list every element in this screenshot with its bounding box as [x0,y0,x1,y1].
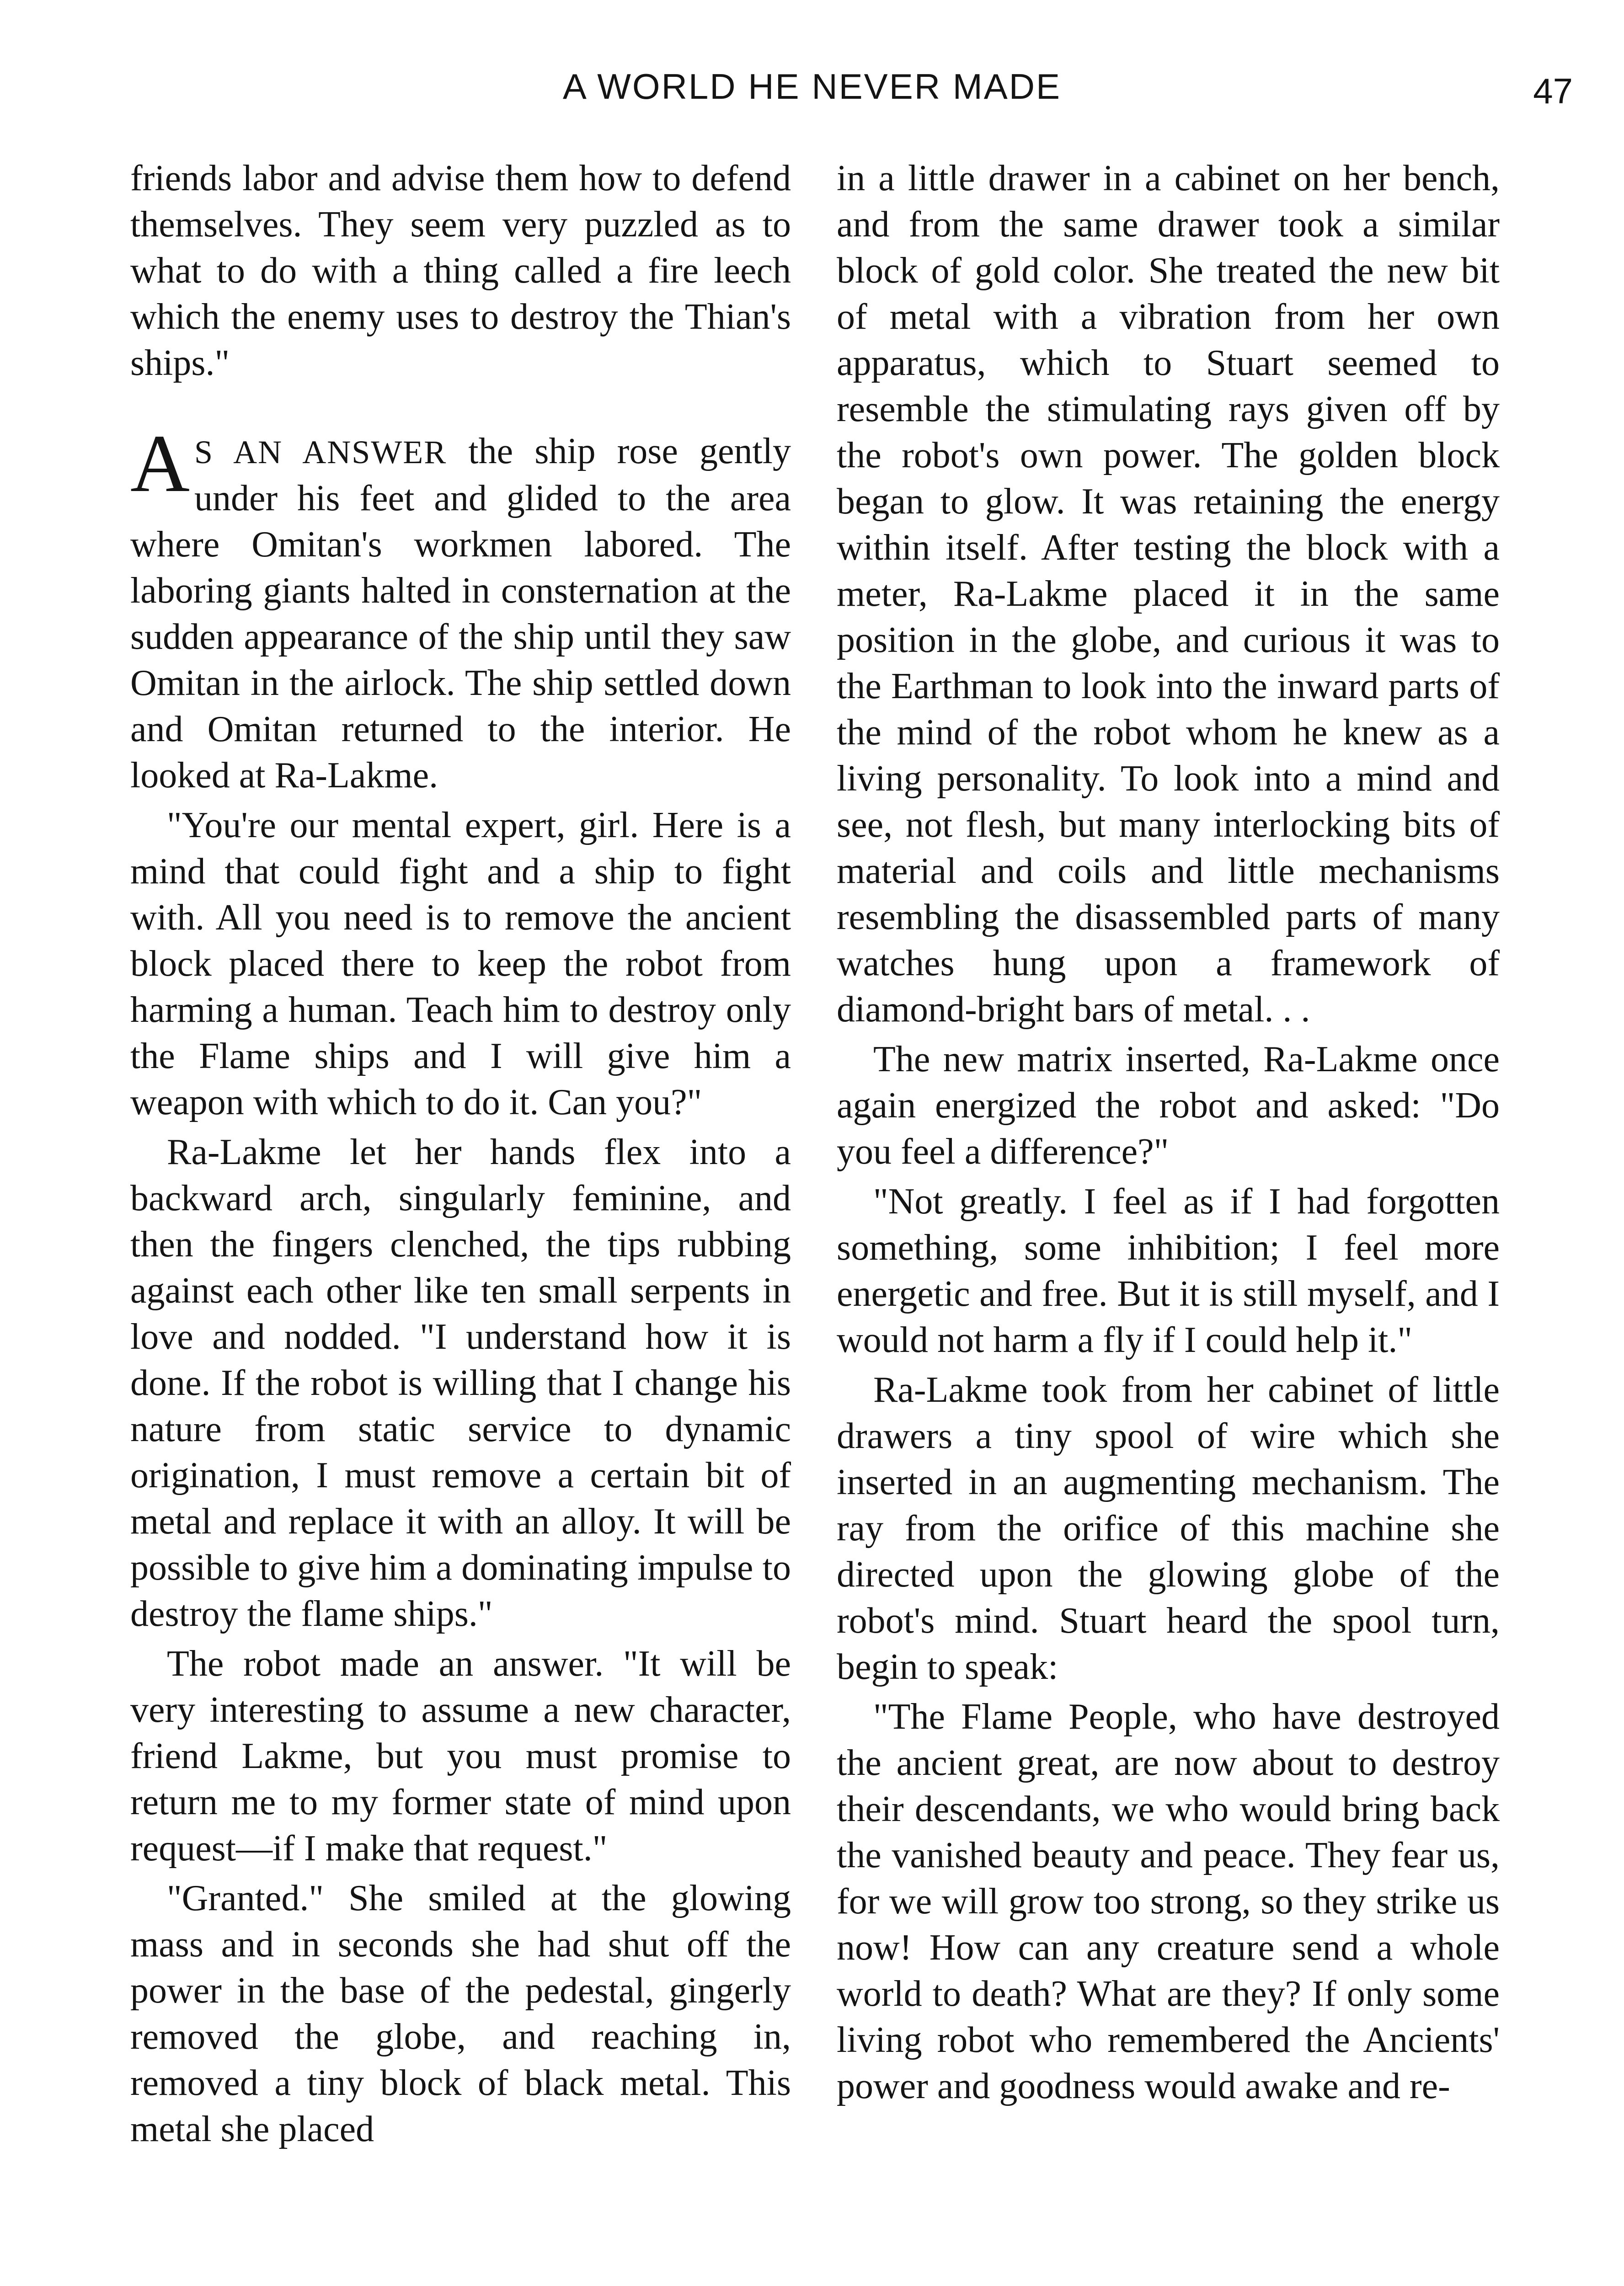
paragraph: The new matrix inserted, Ra-Lakme once again energized the robot and asked: "Do you feel a difference?" [837,1039,1500,1172]
left-column [130,155,791,2152]
paragraph: Ra-Lakme took from her cabinet of little drawers a tiny spool of wire which she inserted in an augmenting mechanism. The ray from the orifice of this machine she directed upon the glowing globe of the robot's mind. Stuart heard the spool turn, begin to speak: [837,1370,1500,1687]
paragraph: friends labor and advise them how to defend themselves. They seem very puzzled as to what to do with a thing called a fire leech which the enemy uses to destroy the Thian's ships." [130,158,791,383]
running-header-title: A WORLD HE NEVER MADE [562,66,1062,107]
small-caps-lead: S AN ANSWER [194,434,447,470]
paragraph: "Not greatly. I feel as if I had forgotten something, some inhibition; I feel more energetic and free. But it is still myself, and I would not harm a fly if I could help it." [837,1181,1500,1360]
section-opening-paragraph [130,418,791,799]
paragraph: "You're our mental expert, girl. Here is a mind that could fight and a ship to fight with. All you need is to remove the ancient block placed there to keep the robot from harming a human. Teach him to destroy only the Flame ships and I will give him a weapon with which to do it. Can you?" [130,805,791,1122]
paragraph: in a little drawer in a cabinet on her bench, and from the same drawer took a similar block of gold color. She treated the new bit of metal with a vibration from her own apparatus, which to Stuart seemed to resemble the stimulating rays given off by the robot's own power. The golden block began to glow. It was retaining the energy within itself. After testing the block with a meter, Ra-Lakme placed it in the same position in the globe, and curious it was to the Earthman to look into the inward parts of the mind of the robot whom he knew as a living personality. To look into a mind and see, not flesh, but many interlocking bits of material and coils and little mechanisms resembling the disassembled parts of many watches hung upon a framework of diamond-bright bars of metal. . . [837,158,1500,1030]
paragraph: The robot made an answer. "It will be very interesting to assume a new character, friend Lakme, but you must promise to return me to my former state of mind upon request—if I make that request." [130,1644,791,1869]
right-column [837,155,1500,2110]
paragraph: Ra-Lakme let her hands flex into a backward arch, singularly feminine, and then the fingers clenched, the tips rubbing against each other like ten small serpents in love and nodded. "I understand how it is done. If the robot is willing that I change his nature from static service to dynamic origination, I must remove a certain bit of metal and replace it with an alloy. It will be possible to give him a dominating impulse to destroy the flame ships." [130,1132,791,1634]
drop-cap: A [130,418,190,509]
paragraph-text: the ship rose gently under his feet and glided to the area where Omitan's workmen labored. The laboring giants halted in consternation at the sudden appearance of the ship until they saw Omitan in the airlock. The ship settled down and Omitan returned to the interior. He looked at Ra-Lakme. [130,431,791,796]
page-number: 47 [1533,71,1573,111]
paragraph: "The Flame People, who have destroyed the ancient great, are now about to destroy their descendants, we who would bring back the vanished beauty and peace. They fear us, for we will grow too strong, so they strike us now! How can any creature send a whole world to death? What are they? If only some living robot who remembered the Ancients' power and goodness would awake and re- [837,1697,1500,2106]
paragraph: "Granted." She smiled at the glowing mass and in seconds she had shut off the power in the base of the pedestal, gingerly removed the globe, and reaching in, removed a tiny block of black metal. This metal she placed [130,1878,791,2149]
